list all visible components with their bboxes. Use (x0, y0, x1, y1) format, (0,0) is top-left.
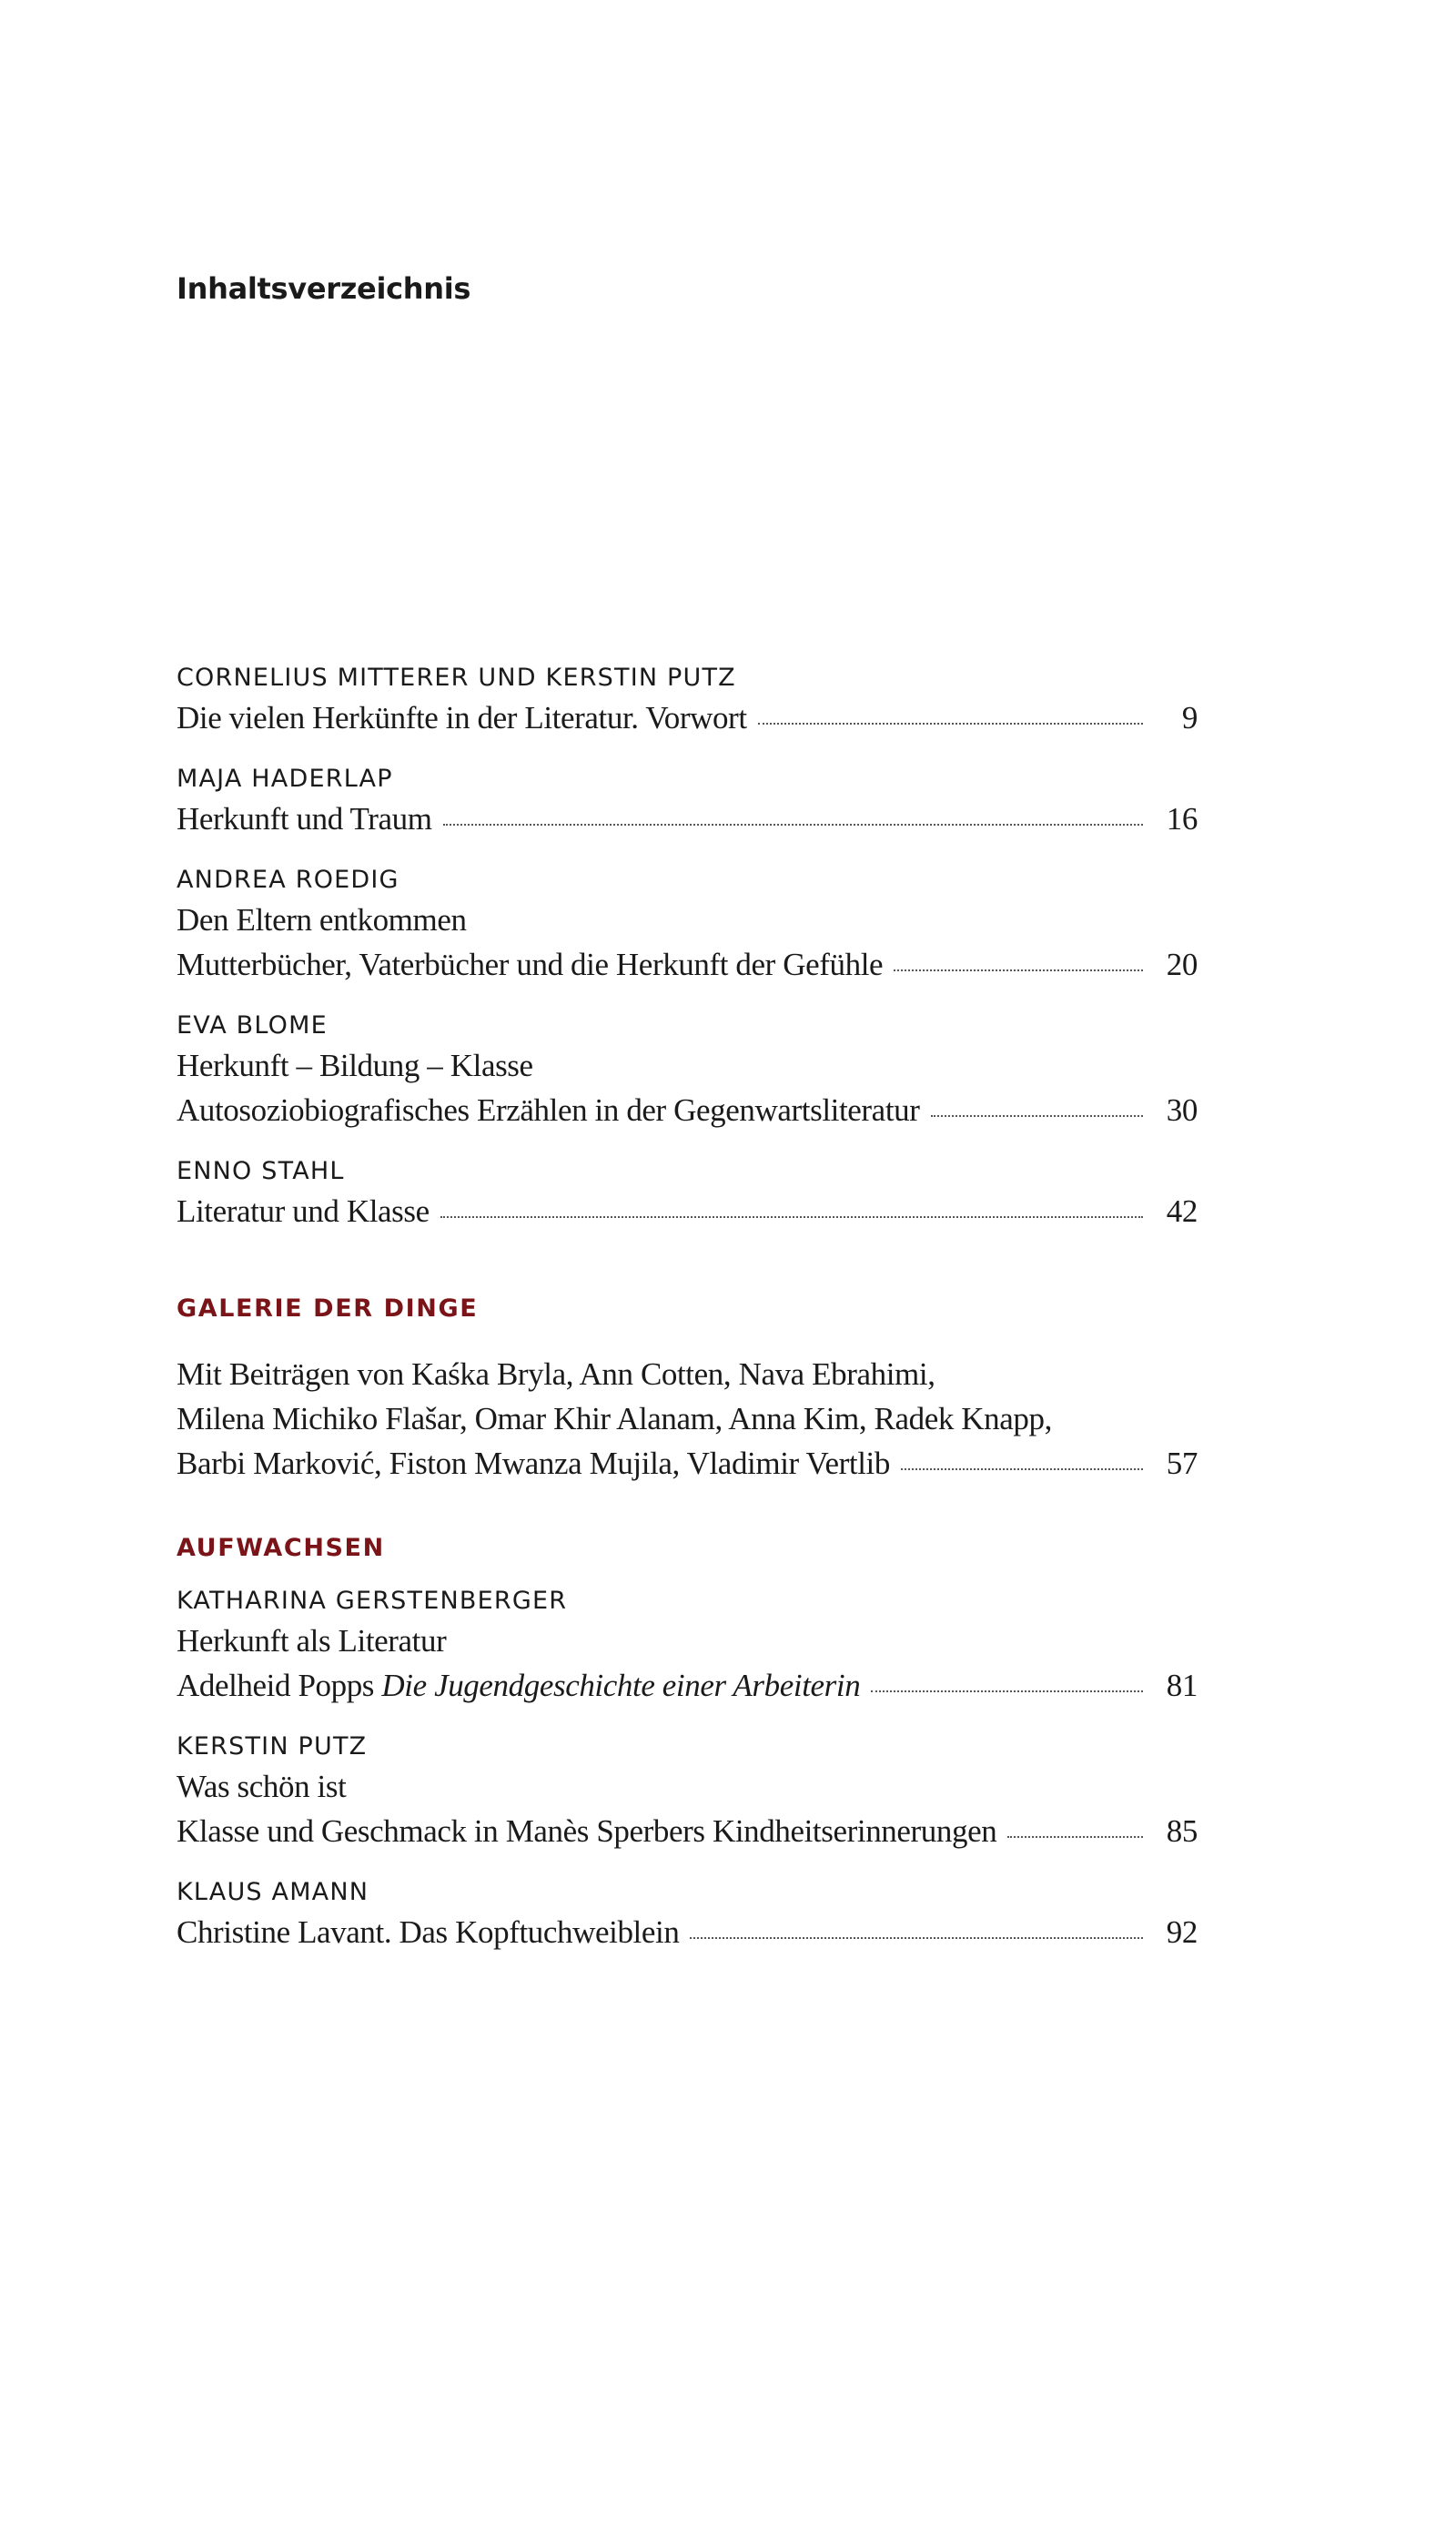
entry-title: Christine Lavant. Das Kopftuchweiblein (177, 1914, 680, 1950)
entry-author: CORNELIUS MITTERER UND KERSTIN PUTZ (177, 664, 736, 692)
entry-author: ANDREA ROEDIG (177, 866, 399, 894)
subtitle-italic: Die Jugendgeschichte einer Arbeiterin (381, 1668, 861, 1703)
entry-author: MAJA HADERLAP (177, 765, 393, 793)
dot-leader (1007, 1836, 1143, 1838)
entry-title-line[interactable] (177, 1043, 1198, 1088)
toc-entry (177, 1156, 1198, 1233)
entry-author: KERSTIN PUTZ (177, 1732, 368, 1761)
entry-title: Die vielen Herkünfte in der Literatur. Vorwort (177, 700, 747, 736)
dot-leader (871, 1690, 1143, 1692)
entry-author: KLAUS AMANN (177, 1878, 369, 1906)
table-of-contents (177, 663, 1198, 1978)
section-heading-aufwachsen: AUFWACHSEN (177, 1534, 385, 1562)
toc-entry (177, 865, 1198, 987)
toc-entry (177, 1877, 1198, 1954)
dot-leader (894, 969, 1143, 971)
dot-leader (901, 1468, 1143, 1470)
page-number: 30 (1166, 1092, 1198, 1128)
section-heading-galerie: GALERIE DER DINGE (177, 1294, 479, 1323)
contributors-line[interactable] (177, 1441, 1198, 1486)
entry-title: Herkunft und Traum (177, 801, 432, 837)
entry-subtitle-line[interactable] (177, 1663, 1198, 1708)
entry-subtitle-line[interactable] (177, 1088, 1198, 1132)
entry-title-line[interactable] (177, 1189, 1198, 1233)
entry-title: Was schön ist (177, 1769, 347, 1804)
page-number: 16 (1166, 801, 1198, 837)
page-number: 81 (1166, 1668, 1198, 1703)
dot-leader (758, 723, 1143, 725)
contributors-text: Barbi Marković, Fiston Mwanza Mujila, Vladimir Vertlib (177, 1446, 890, 1481)
entry-title-line[interactable] (177, 797, 1198, 841)
galerie-contributors (177, 1352, 1198, 1486)
page-number: 85 (1166, 1813, 1198, 1849)
entry-subtitle: Autosoziobiografisches Erzählen in der Gegenwartsliteratur (177, 1092, 920, 1128)
toc-entry (177, 1586, 1198, 1708)
entry-subtitle-line[interactable] (177, 1809, 1198, 1853)
entry-title-line[interactable] (177, 1910, 1198, 1954)
entry-title: Herkunft – Bildung – Klasse (177, 1048, 533, 1083)
entry-title: Herkunft als Literatur (177, 1623, 447, 1659)
contributors-line (177, 1396, 1198, 1441)
entry-subtitle: Klasse und Geschmack in Manès Sperbers Kindheitserinnerungen (177, 1813, 997, 1849)
dot-leader (690, 1937, 1143, 1939)
dot-leader (931, 1115, 1144, 1117)
entry-subtitle (177, 1663, 860, 1708)
dot-leader (443, 824, 1143, 826)
entry-author: EVA BLOME (177, 1011, 328, 1040)
entry-subtitle: Mutterbücher, Vaterbücher und die Herkunft der Gefühle (177, 947, 884, 982)
entry-author: KATHARINA GERSTENBERGER (177, 1587, 568, 1615)
entry-title: Literatur und Klasse (177, 1193, 430, 1229)
toc-entry (177, 1731, 1198, 1853)
page-number: 9 (1181, 700, 1198, 736)
entry-title: Den Eltern entkommen (177, 902, 467, 938)
contributors-text: Mit Beiträgen von Kaśka Bryla, Ann Cotten, Nava Ebrahimi, (177, 1356, 935, 1392)
toc-entry (177, 663, 1198, 740)
entry-title-line[interactable] (177, 1764, 1198, 1809)
contributors-text: Milena Michiko Flašar, Omar Khir Alanam, Anna Kim, Radek Knapp, (177, 1401, 1052, 1436)
page-number: 20 (1166, 947, 1198, 982)
entry-author: ENNO STAHL (177, 1157, 345, 1185)
subtitle-prefix: Adelheid Popps (177, 1668, 382, 1703)
entry-title-line[interactable] (177, 695, 1198, 740)
toc-entry (177, 1010, 1198, 1132)
page-number: 92 (1166, 1914, 1198, 1950)
dot-leader (440, 1216, 1143, 1218)
entry-title-line[interactable] (177, 1619, 1198, 1663)
page-number: 42 (1166, 1193, 1198, 1229)
page-title: Inhaltsverzeichnis (177, 271, 471, 306)
page-number: 57 (1166, 1446, 1198, 1481)
contributors-line (177, 1352, 1198, 1396)
entry-title-line[interactable] (177, 898, 1198, 942)
entry-subtitle-line[interactable] (177, 942, 1198, 987)
toc-entry (177, 764, 1198, 841)
